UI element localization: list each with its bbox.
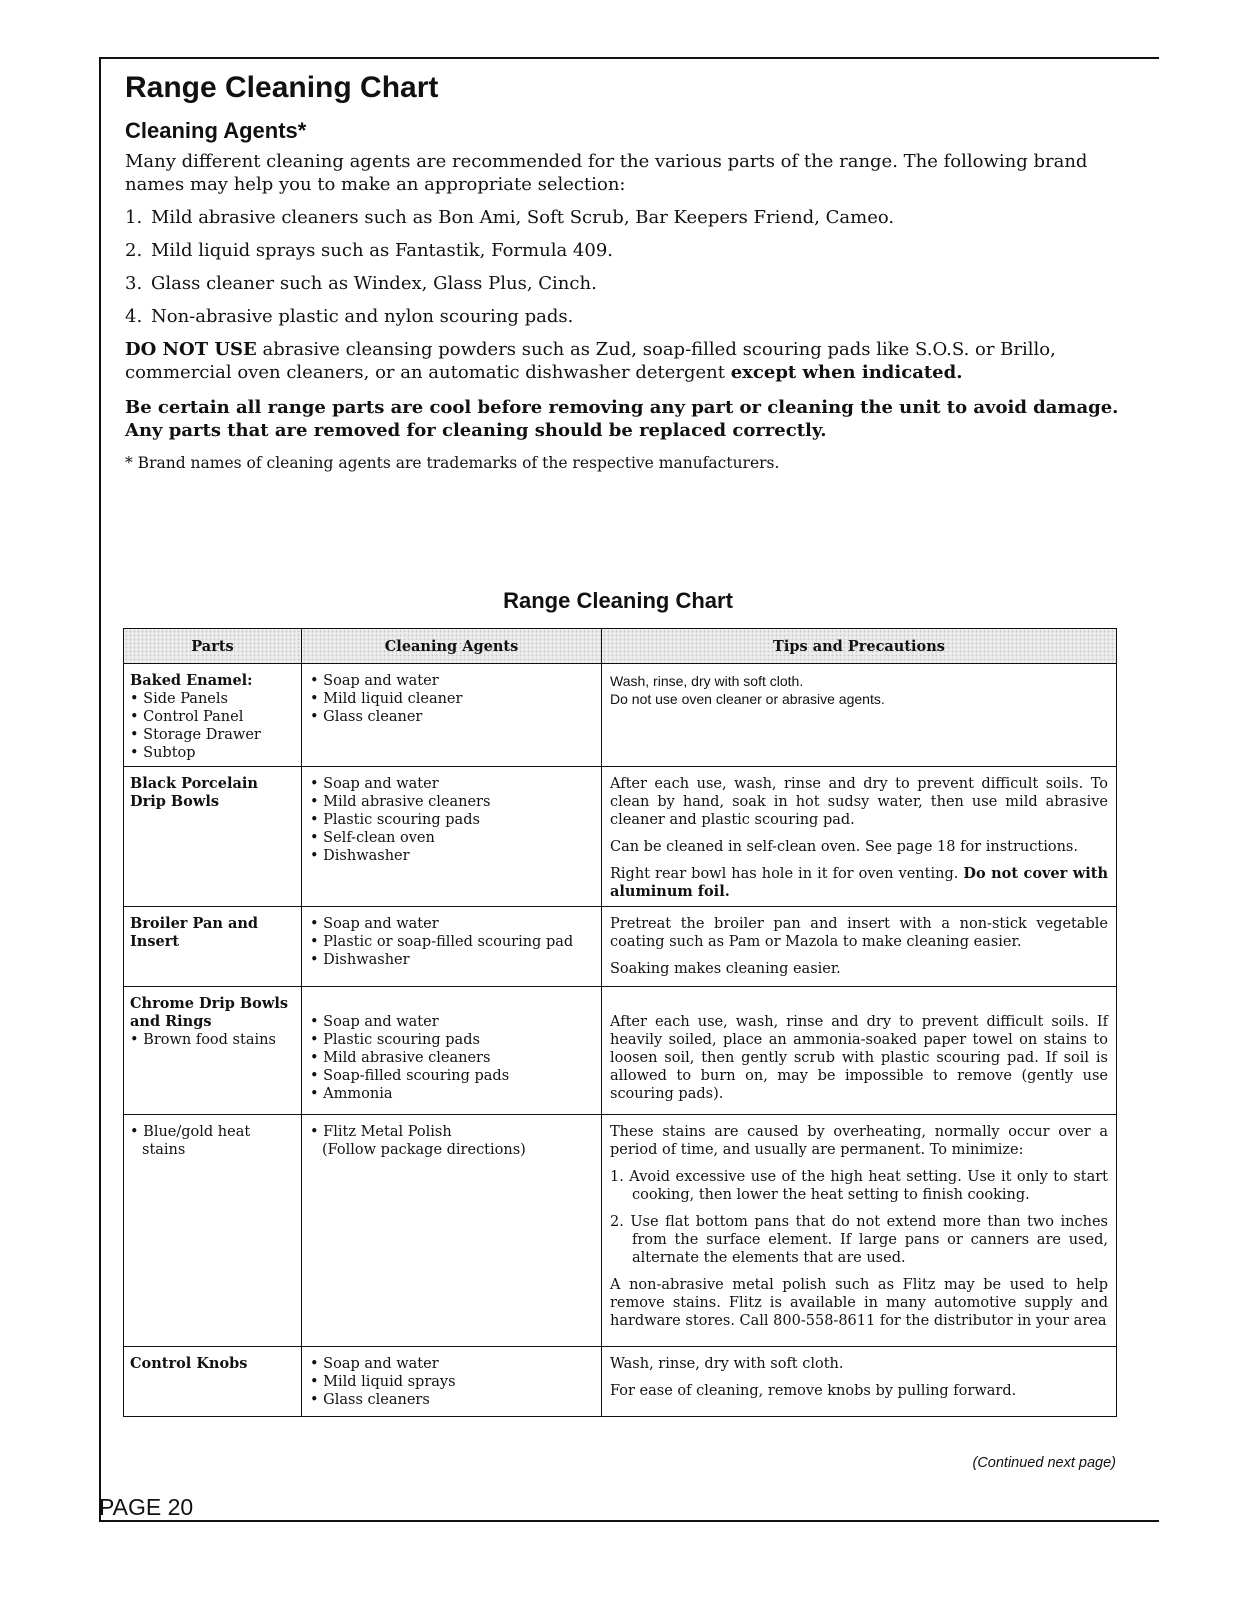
footnote: * Brand names of cleaning agents are trademarks of the respective manufacturers. bbox=[125, 454, 780, 472]
caution-text: Be certain all range parts are cool before removing any part or cleaning the unit to avoid damage. Any parts that are removed for cleaning should be replaced correctly. bbox=[125, 397, 1119, 441]
table-row bbox=[124, 1347, 1117, 1417]
tips-cell: Pretreat the broiler pan and insert with a non-stick vegetable coating such as Pam or Mazola to make cleaning easier. Soaking makes cleaning easier. bbox=[602, 907, 1117, 987]
part-cell: Control Knobs bbox=[124, 1347, 302, 1417]
part-cell: Chrome Drip Bowls and Rings • Brown food stains bbox=[124, 987, 302, 1115]
agents-cell: • Flitz Metal Polish (Follow package directions) bbox=[302, 1115, 602, 1347]
part-cell: Baked Enamel: • Side Panels • Control Panel • Storage Drawer • Subtop bbox=[124, 664, 302, 767]
range-cleaning-table bbox=[123, 628, 1117, 1417]
header-tips: Tips and Precautions bbox=[602, 629, 1117, 664]
tips-cell: Wash, rinse, dry with soft cloth. Do not use oven cleaner or abrasive agents. bbox=[602, 664, 1117, 767]
agents-cell: • Soap and water • Mild abrasive cleaners • Plastic scouring pads • Self-clean oven • Dishwasher bbox=[302, 767, 602, 907]
bottom-rule bbox=[99, 1520, 1159, 1522]
header-cleaning-agents: Cleaning Agents bbox=[302, 629, 602, 664]
table-row bbox=[124, 664, 1117, 767]
table-row bbox=[124, 907, 1117, 987]
agents-cell: • Soap and water • Mild liquid sprays • Glass cleaners bbox=[302, 1347, 602, 1417]
continued-note: (Continued next page) bbox=[972, 1455, 1116, 1471]
part-cell: • Blue/gold heat stains bbox=[124, 1115, 302, 1347]
tips-cell: Wash, rinse, dry with soft cloth. For ease of cleaning, remove knobs by pulling forward. bbox=[602, 1347, 1117, 1417]
list-item: 2. Mild liquid sprays such as Fantastik, Formula 409. bbox=[125, 240, 613, 261]
list-item: 3. Glass cleaner such as Windex, Glass Plus, Cinch. bbox=[125, 273, 597, 294]
tips-cell: After each use, wash, rinse and dry to prevent difficult soils. To clean by hand, soak in hot sudsy water, then use mild abrasive cleaner and plastic scouring pad. Can be cleaned in self-clean oven. See page 18 for instructions. Right rear bowl has hole in it for oven venting. Do not cover with aluminum foil. bbox=[602, 767, 1117, 907]
part-cell: Broiler Pan and Insert bbox=[124, 907, 302, 987]
chart-title: Range Cleaning Chart bbox=[503, 588, 733, 613]
header-parts: Parts bbox=[124, 629, 302, 664]
section-heading: Cleaning Agents* bbox=[125, 118, 307, 143]
tips-cell: These stains are caused by overheating, normally occur over a period of time, and usually are permanent. To minimize: 1. Avoid excessive use of the high heat setting. Use it only to start cooking, then lower the heat setting to finish cooking. 2. Use flat bottom pans that do not extend more than two inches from the surface element. If large pans or canners are used, alternate the elements that are used. A non-abrasive metal polish such as Flitz may be used to help remove stains. Flitz is available in many automotive supply and hardware stores. Call 800-558-8611 for the distributor in your area bbox=[602, 1115, 1117, 1347]
page-number: PAGE 20 bbox=[99, 1494, 194, 1520]
agents-cell: • Soap and water • Plastic scouring pads • Mild abrasive cleaners • Soap-filled scouring pads • Ammonia bbox=[302, 987, 602, 1115]
cleaning-agents-list bbox=[125, 206, 1145, 328]
list-item: 1. Mild abrasive cleaners such as Bon Ami, Soft Scrub, Bar Keepers Friend, Cameo. bbox=[125, 207, 895, 228]
table-row bbox=[124, 1115, 1117, 1347]
page-title: Range Cleaning Chart bbox=[125, 71, 439, 104]
do-not-use-warning: DO NOT USE abrasive cleansing powders such as Zud, soap-filled scouring pads like S.O.S. or Brillo, commercial oven cleaners, or an automatic dishwasher detergent except when indicated. bbox=[125, 339, 1056, 383]
agents-cell: • Soap and water • Plastic or soap-filled scouring pad • Dishwasher bbox=[302, 907, 602, 987]
intro-paragraph: Many different cleaning agents are recommended for the various parts of the range. The following brand names may help you to make an appropriate selection: bbox=[125, 151, 1088, 195]
list-item: 4. Non-abrasive plastic and nylon scouring pads. bbox=[125, 306, 574, 327]
table-row bbox=[124, 987, 1117, 1115]
agents-cell: • Soap and water • Mild liquid cleaner • Glass cleaner bbox=[302, 664, 602, 767]
tips-cell: After each use, wash, rinse and dry to prevent difficult soils. If heavily soiled, place an ammonia-soaked paper towel on stains to loosen soil, then gently scrub with plastic scouring pad. If soil is allowed to burn on, may be impossible to remove (gently use scouring pads). bbox=[602, 987, 1117, 1115]
left-rule bbox=[99, 57, 101, 1522]
intro-section bbox=[125, 66, 1145, 474]
table-header-row bbox=[124, 629, 1117, 664]
part-cell: Black Porcelain Drip Bowls bbox=[124, 767, 302, 907]
top-rule bbox=[99, 57, 1159, 59]
table-row bbox=[124, 767, 1117, 907]
